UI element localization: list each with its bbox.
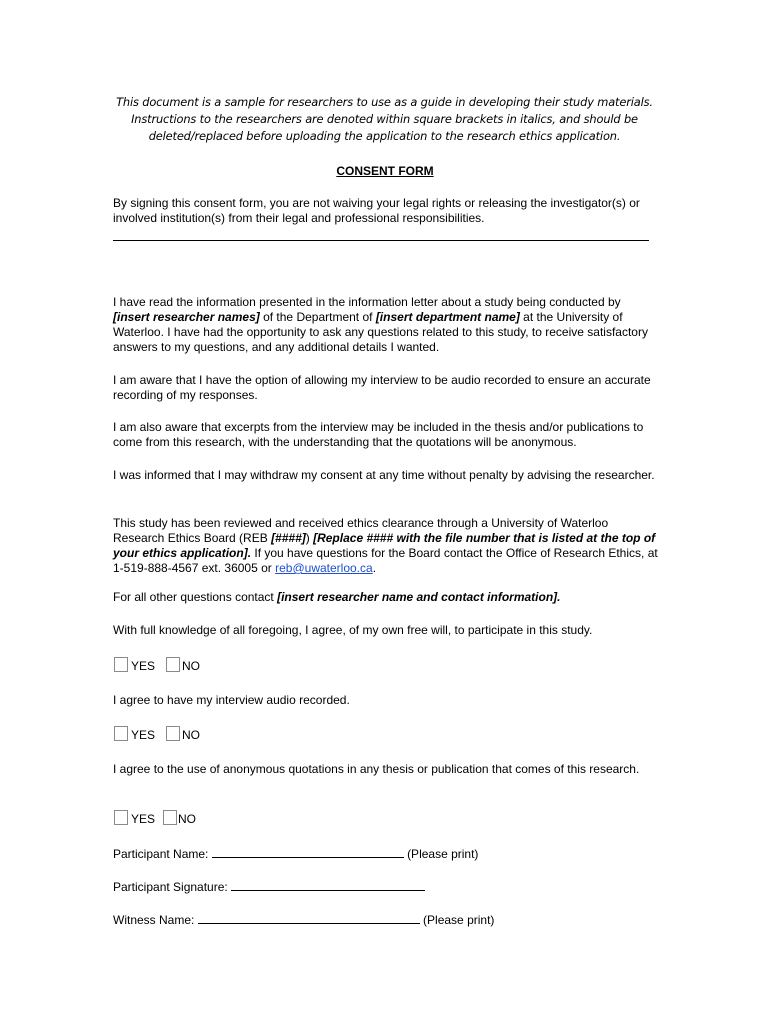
participant-name-label: Participant Name: — [113, 847, 209, 861]
participation-no-label: NO — [182, 659, 200, 673]
instructions-line-3: deleted/replaced before uploading the application to the research ethics application. — [148, 129, 621, 143]
participant-name-print-note: (Please print) — [407, 847, 479, 861]
participation-yes-label: YES — [131, 659, 156, 673]
researcher-contact-placeholder: [insert researcher name and contact information]. — [277, 590, 561, 604]
audio-recording-question: I agree to have my interview audio recorded. — [113, 693, 350, 707]
quotations-yes-label: YES — [131, 812, 156, 826]
instructions-line-2: Instructions to the researchers are denoted within square brackets in italics, and should be — [131, 112, 638, 126]
p5-text-c: ) — [305, 531, 314, 545]
participation-question: With full knowledge of all foregoing, I agree, of my own free will, to participate in this study. — [113, 623, 593, 637]
ethics-clearance-paragraph — [113, 516, 658, 576]
participation-no-checkbox[interactable] — [166, 657, 180, 672]
quotations-no-label: NO — [178, 812, 196, 826]
p6-text-a: For all other questions contact — [113, 590, 278, 604]
instructions-note — [112, 94, 657, 145]
audio-yes-checkbox[interactable] — [114, 726, 128, 741]
witness-name-row — [113, 912, 658, 928]
participant-signature-row — [113, 879, 658, 895]
witness-name-print-note: (Please print) — [423, 913, 495, 927]
p1-text-a: I have read the information presented in the information letter about a study being conducted by — [113, 295, 621, 309]
reb-number-placeholder: [####] — [271, 531, 306, 545]
instructions-line-1: This document is a sample for researchers to use as a guide in developing their study materials. — [116, 95, 653, 109]
participant-name-row — [113, 846, 658, 862]
witness-name-field[interactable] — [198, 912, 420, 924]
quotations-question: I agree to the use of anonymous quotations in any thesis or publication that comes of this research. — [113, 762, 640, 776]
audio-no-checkbox[interactable] — [166, 726, 180, 741]
participant-signature-field[interactable] — [231, 879, 425, 891]
participation-yes-checkbox[interactable] — [114, 657, 128, 672]
department-name-placeholder: [insert department name] — [375, 310, 520, 324]
audio-yes-label: YES — [131, 728, 156, 742]
excerpts-paragraph: I am also aware that excerpts from the interview may be included in the thesis and/or publications to come from this research, with the understanding that the quotations will be anonymous. — [113, 420, 644, 449]
researcher-names-placeholder: [insert researcher names] — [113, 310, 260, 324]
p5-text-a: This study has been reviewed and received ethics clearance through a University of Waterloo Research Ethics Board (REB — [113, 516, 609, 545]
p1-text-c: of the Department of — [259, 310, 376, 324]
reb-email-link[interactable]: reb@uwaterloo.ca — [275, 561, 373, 575]
study-information-paragraph — [113, 295, 658, 355]
participant-name-field[interactable] — [212, 846, 404, 858]
p1-text-e: at the University of Waterloo. I have had the opportunity to ask any questions related to this study, to receive satisfactory answers to my questions, and any additional details I wanted. — [113, 310, 648, 354]
quotations-no-checkbox[interactable] — [163, 810, 177, 825]
divider-line — [113, 240, 649, 241]
rights-statement: By signing this consent form, you are not waiving your legal rights or releasing the investigator(s) or involved institution(s) from their legal and professional responsibilities. — [113, 196, 640, 225]
other-questions-paragraph — [113, 590, 658, 605]
participant-signature-label: Participant Signature: — [113, 880, 228, 894]
withdraw-paragraph: I was informed that I may withdraw my consent at any time without penalty by advising the researcher. — [113, 468, 655, 482]
witness-name-label: Witness Name: — [113, 913, 195, 927]
reb-replace-instruction: [Replace #### with the file number that is listed at the top of your ethics application]. — [113, 531, 656, 560]
p5-text-e: If you have questions for the Board contact the Office of Research Ethics, at 1-519-888-4567 ext. 36005 or — [113, 546, 658, 575]
audio-option-paragraph: I am aware that I have the option of allowing my interview to be audio recorded to ensure an accurate recording of my responses. — [113, 373, 651, 402]
quotations-yes-checkbox[interactable] — [114, 810, 128, 825]
form-title: CONSENT FORM — [336, 164, 434, 178]
audio-no-label: NO — [182, 728, 200, 742]
p5-text-f: . — [372, 561, 377, 575]
